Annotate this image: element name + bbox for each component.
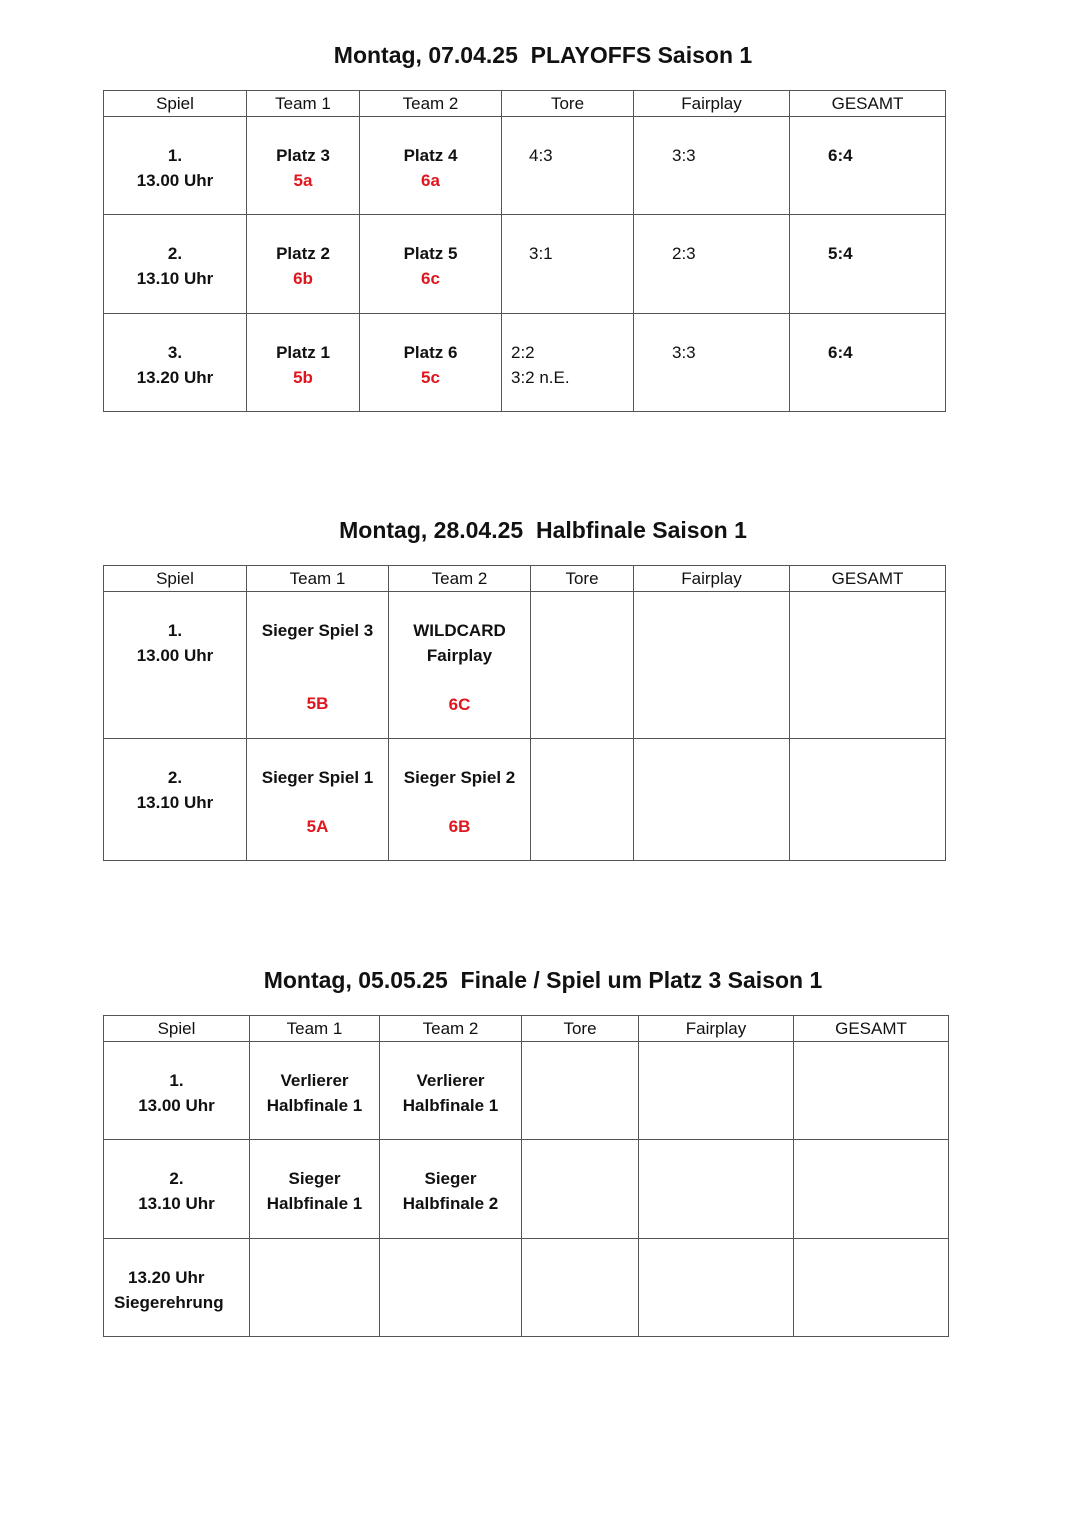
header-tore: Tore	[502, 91, 634, 117]
table-row	[104, 592, 946, 739]
gesamt-cell	[790, 117, 946, 215]
table-row	[104, 739, 946, 861]
fairplay-cell	[639, 1239, 794, 1337]
game-number: 2.	[167, 768, 183, 787]
team2-cell	[380, 1042, 522, 1140]
team1-cell	[247, 592, 389, 739]
ceremony-time: 13.20 Uhr	[128, 1268, 205, 1287]
team2-cell	[360, 215, 502, 314]
game-time: 13.00 Uhr	[136, 646, 214, 665]
header-team2: Team 2	[360, 91, 502, 117]
playoffs-table	[103, 90, 946, 412]
team1-cell	[247, 215, 360, 314]
table-row	[104, 117, 946, 215]
header-team1: Team 1	[247, 91, 360, 117]
game-number: 2.	[169, 1169, 184, 1188]
tore-value: 3:1	[529, 244, 553, 263]
gesamt-cell	[790, 592, 946, 739]
team2-cell	[380, 1140, 522, 1239]
header-spiel: Spiel	[104, 1016, 250, 1042]
team1-class: 5b	[293, 368, 313, 387]
table-header-row	[104, 1016, 949, 1042]
section3-title: Montag, 05.05.25 Finale / Spiel um Platz 3 Saison 1	[263, 967, 823, 993]
table-row	[104, 1042, 949, 1140]
fairplay-cell	[639, 1140, 794, 1239]
gesamt-value: 6:4	[828, 146, 853, 165]
game-time: 13.20 Uhr	[136, 368, 214, 387]
tore-cell	[522, 1042, 639, 1140]
team1-name-line2: Halbfinale 1	[266, 1194, 363, 1213]
tore-penalty-value: 3:2 n.E.	[511, 368, 570, 387]
header-spiel: Spiel	[104, 91, 247, 117]
gesamt-cell	[794, 1239, 949, 1337]
fairplay-cell	[634, 117, 790, 215]
team2-name: Sieger Spiel 2	[403, 768, 516, 787]
game-number: 1.	[167, 146, 183, 165]
team2-cell	[360, 117, 502, 215]
tore-cell	[531, 739, 634, 861]
team1-class: 5B	[306, 694, 329, 713]
header-team2: Team 2	[380, 1016, 522, 1042]
game-cell	[104, 1140, 250, 1239]
header-tore: Tore	[531, 566, 634, 592]
team2-class: 6a	[421, 171, 440, 190]
header-fairplay: Fairplay	[639, 1016, 794, 1042]
team2-cell	[360, 314, 502, 412]
team1-name-line2: Halbfinale 1	[266, 1096, 363, 1115]
team2-cell	[380, 1239, 522, 1337]
halbfinale-table	[103, 565, 946, 861]
fairplay-cell	[634, 592, 790, 739]
team2-name-line1: WILDCARD	[413, 621, 506, 640]
gesamt-cell	[790, 215, 946, 314]
team2-name-line2: Fairplay	[426, 646, 493, 665]
team1-cell	[247, 739, 389, 861]
team1-name: Sieger Spiel 3	[261, 621, 374, 640]
game-number: 1.	[167, 621, 183, 640]
team2-cell	[389, 592, 531, 739]
table-row	[104, 215, 946, 314]
header-tore: Tore	[522, 1016, 639, 1042]
tore-cell	[502, 215, 634, 314]
team2-name-line1: Sieger	[424, 1169, 477, 1188]
team2-class: 6C	[448, 695, 471, 714]
team2-name: Platz 6	[403, 343, 458, 362]
fairplay-value: 3:3	[672, 343, 696, 362]
fairplay-cell	[634, 215, 790, 314]
tore-cell	[522, 1239, 639, 1337]
game-time: 13.10 Uhr	[136, 793, 214, 812]
team2-class: 6B	[448, 817, 471, 836]
team1-cell	[250, 1042, 380, 1140]
team1-class: 6b	[293, 269, 313, 288]
team2-name-line2: Halbfinale 1	[402, 1096, 499, 1115]
game-time: 13.10 Uhr	[136, 269, 214, 288]
header-team2: Team 2	[389, 566, 531, 592]
table-row	[104, 1140, 949, 1239]
game-time: 13.10 Uhr	[138, 1194, 215, 1213]
team1-class: 5A	[306, 817, 329, 836]
tore-value: 2:2	[511, 343, 535, 362]
tore-cell	[502, 117, 634, 215]
header-gesamt: GESAMT	[790, 566, 946, 592]
team1-cell	[250, 1239, 380, 1337]
tore-cell	[531, 592, 634, 739]
header-fairplay: Fairplay	[634, 91, 790, 117]
table-header-row	[104, 91, 946, 117]
team1-name: Platz 1	[276, 343, 330, 362]
team1-class: 5a	[293, 171, 313, 190]
game-time: 13.00 Uhr	[136, 171, 214, 190]
team1-name: Sieger Spiel 1	[261, 768, 374, 787]
fairplay-value: 2:3	[672, 244, 696, 263]
team1-name-line1: Verlierer	[280, 1071, 349, 1090]
table-row	[104, 1239, 949, 1337]
game-cell	[104, 739, 247, 861]
table-header-row	[104, 566, 946, 592]
team2-cell	[389, 739, 531, 861]
game-cell	[104, 215, 247, 314]
gesamt-value: 6:4	[828, 343, 853, 362]
game-number: 2.	[167, 244, 183, 263]
game-cell	[104, 592, 247, 739]
header-team1: Team 1	[247, 566, 389, 592]
tore-value: 4:3	[529, 146, 553, 165]
fairplay-cell	[634, 739, 790, 861]
gesamt-cell	[794, 1042, 949, 1140]
team1-name-line1: Sieger	[288, 1169, 341, 1188]
tore-cell	[522, 1140, 639, 1239]
game-cell	[104, 117, 247, 215]
header-team1: Team 1	[250, 1016, 380, 1042]
team2-class: 5c	[421, 368, 440, 387]
gesamt-cell	[790, 739, 946, 861]
team2-name: Platz 5	[403, 244, 458, 263]
team2-class: 6c	[421, 269, 440, 288]
game-cell	[104, 1042, 250, 1140]
header-gesamt: GESAMT	[794, 1016, 949, 1042]
ceremony-label: Siegerehrung	[114, 1293, 224, 1312]
header-fairplay: Fairplay	[634, 566, 790, 592]
section1-title: Montag, 07.04.25 PLAYOFFS Saison 1	[333, 42, 753, 68]
fairplay-cell	[634, 314, 790, 412]
ceremony-cell	[104, 1239, 250, 1337]
gesamt-value: 5:4	[828, 244, 853, 263]
team2-name: Platz 4	[403, 146, 458, 165]
game-time: 13.00 Uhr	[138, 1096, 215, 1115]
header-spiel: Spiel	[104, 566, 247, 592]
team1-name: Platz 3	[276, 146, 330, 165]
header-gesamt: GESAMT	[790, 91, 946, 117]
game-cell	[104, 314, 247, 412]
table-row	[104, 314, 946, 412]
game-number: 1.	[169, 1071, 184, 1090]
team2-name-line1: Verlierer	[416, 1071, 485, 1090]
fairplay-cell	[639, 1042, 794, 1140]
team2-name-line2: Halbfinale 2	[402, 1194, 499, 1213]
team1-cell	[247, 117, 360, 215]
team1-cell	[247, 314, 360, 412]
game-number: 3.	[167, 343, 183, 362]
fairplay-value: 3:3	[672, 146, 696, 165]
gesamt-cell	[790, 314, 946, 412]
section2-title: Montag, 28.04.25 Halbfinale Saison 1	[339, 517, 747, 543]
team1-cell	[250, 1140, 380, 1239]
tore-cell	[502, 314, 634, 412]
finale-table	[103, 1015, 949, 1337]
gesamt-cell	[794, 1140, 949, 1239]
team1-name: Platz 2	[276, 244, 330, 263]
